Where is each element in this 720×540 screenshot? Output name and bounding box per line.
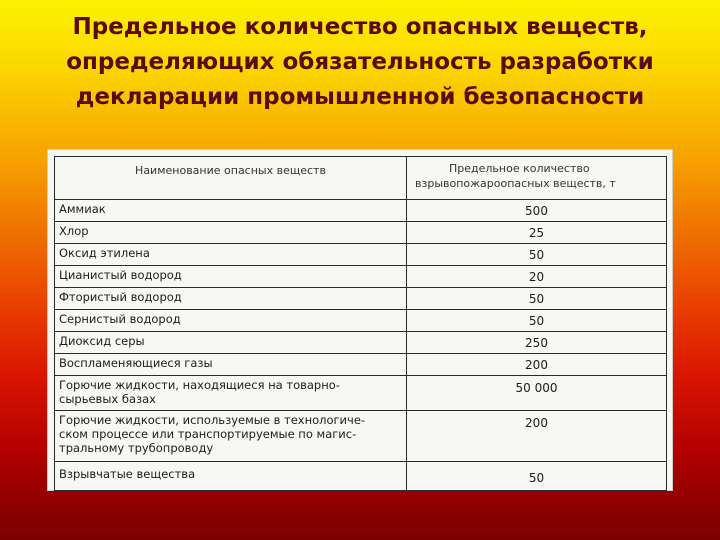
table-row bbox=[55, 288, 667, 310]
table-row bbox=[55, 310, 667, 332]
table-row bbox=[55, 266, 667, 288]
table-header-row bbox=[55, 157, 667, 200]
substance-name-line-1: Горючие жидкости, находящиеся на товарно- bbox=[59, 378, 340, 392]
substance-name: Сернистый водород bbox=[55, 310, 407, 332]
substance-name: Цианистый водород bbox=[55, 266, 407, 288]
substance-limit: 50 000 bbox=[407, 376, 667, 411]
title-line-2: определяющих обязательность разработки bbox=[66, 49, 654, 75]
substance-name: Взрывчатые вещества bbox=[55, 462, 407, 491]
table-row bbox=[55, 462, 667, 491]
substance-name: Диоксид серы bbox=[55, 332, 407, 354]
substance-limit: 50 bbox=[407, 462, 667, 491]
substance-limit: 200 bbox=[407, 411, 667, 462]
table-row bbox=[55, 222, 667, 244]
substance-limit: 50 bbox=[407, 310, 667, 332]
title-line-3: декларации промышленной безопасности bbox=[75, 84, 645, 110]
substance-name: Воспламеняющиеся газы bbox=[55, 354, 407, 376]
table-row bbox=[55, 411, 667, 462]
substance-name: Аммиак bbox=[55, 200, 407, 222]
substance-name-line-2: ском процессе или транспортируемые по магис- bbox=[59, 427, 357, 441]
substance-name bbox=[55, 411, 407, 462]
substance-limit: 50 bbox=[407, 244, 667, 266]
substance-name: Оксид этилена bbox=[55, 244, 407, 266]
table-row bbox=[55, 354, 667, 376]
table-row bbox=[55, 200, 667, 222]
substance-name-line-3: тральному трубопроводу bbox=[59, 441, 214, 455]
substances-table bbox=[54, 156, 667, 491]
substance-name bbox=[55, 376, 407, 411]
table-image bbox=[48, 150, 672, 490]
substance-limit: 25 bbox=[407, 222, 667, 244]
substance-limit: 50 bbox=[407, 288, 667, 310]
slide-title bbox=[0, 10, 720, 115]
header-limit-line-2: взрывопожароопасных веществ, т bbox=[415, 177, 616, 190]
substance-limit: 250 bbox=[407, 332, 667, 354]
substance-name-line-1: Горючие жидкости, используемые в технологиче- bbox=[59, 413, 366, 427]
table-row bbox=[55, 332, 667, 354]
substance-name: Фтористый водород bbox=[55, 288, 407, 310]
substance-limit: 500 bbox=[407, 200, 667, 222]
header-limit bbox=[407, 157, 667, 200]
substance-limit: 20 bbox=[407, 266, 667, 288]
substance-name: Хлор bbox=[55, 222, 407, 244]
header-substance: Наименование опасных веществ bbox=[55, 157, 407, 200]
title-line-1: Предельное количество опасных веществ, bbox=[72, 14, 648, 40]
substance-name-line-2: сырьевых базах bbox=[59, 392, 156, 406]
table-row bbox=[55, 376, 667, 411]
header-limit-line-1: Предельное количество bbox=[449, 162, 590, 175]
substance-limit: 200 bbox=[407, 354, 667, 376]
table-row bbox=[55, 244, 667, 266]
